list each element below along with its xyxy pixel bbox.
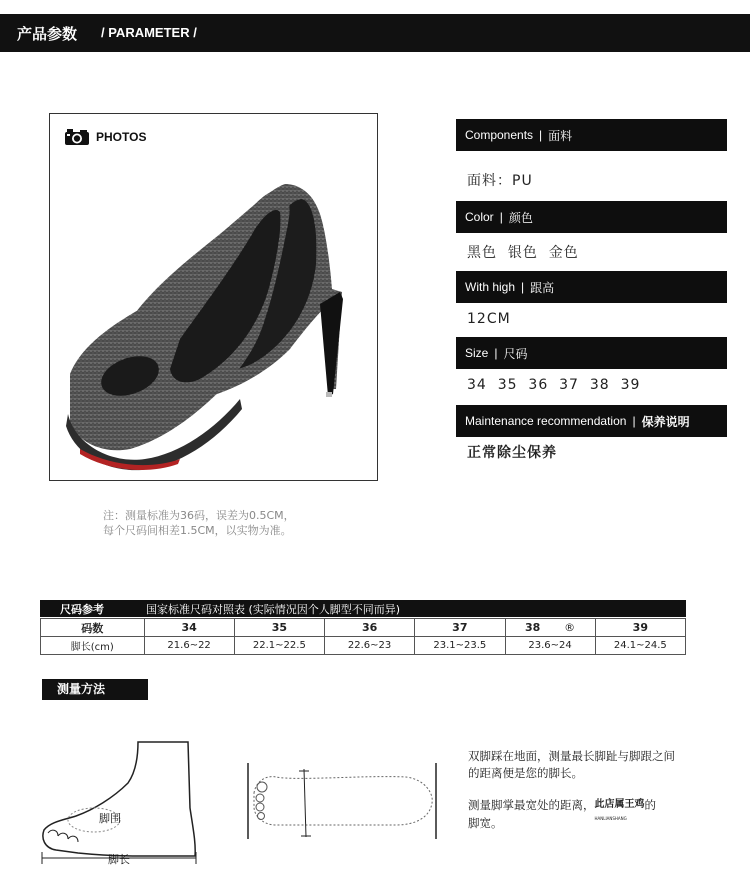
- length-cell: 23.6~24: [505, 637, 595, 655]
- header-title-en: / PARAMETER /: [101, 25, 197, 40]
- size-cell: [505, 619, 595, 637]
- param-maintenance-label-zh: 保养说明: [641, 414, 690, 429]
- measure-method-title: 测量方法: [42, 679, 148, 700]
- size-cell: 36: [325, 619, 415, 637]
- size-cell: 37: [415, 619, 505, 637]
- registered-mark: ®: [564, 621, 576, 634]
- param-color-label-en: Color: [465, 210, 494, 224]
- param-components-value: 面料：PU: [467, 173, 533, 189]
- param-heel-height-bar: With high | 跟高: [456, 271, 727, 303]
- param-heel-label-en: With high: [465, 280, 516, 294]
- param-size-label-zh: 尺码: [503, 346, 528, 361]
- size-cell-value: 38: [525, 621, 541, 634]
- header-title-zh: 产品参数: [17, 25, 78, 43]
- page-header-bar: [0, 14, 750, 52]
- param-components-label-zh: 面料: [548, 128, 573, 143]
- param-maintenance-bar: Maintenance recommendation | 保养说明: [456, 405, 727, 437]
- note-line-1: 注：测量标准为36码，误差为0.5CM，: [103, 509, 295, 522]
- foot-side-diagram: [38, 738, 208, 868]
- measure-width-text-tail: 脚宽。: [468, 816, 503, 830]
- photos-label-text: PHOTOS: [96, 130, 147, 144]
- length-cell: 21.6~22: [144, 637, 234, 655]
- foot-girth-label: 脚围: [99, 812, 121, 825]
- length-cell: 23.1~23.5: [415, 637, 505, 655]
- length-cell: 22.6~23: [325, 637, 415, 655]
- size-table-header: [40, 600, 686, 617]
- length-row-label: 脚长(cm): [41, 637, 145, 655]
- size-cell: 35: [234, 619, 324, 637]
- product-photo-frame: [49, 113, 378, 481]
- param-heel-height-value: 12CM: [467, 311, 511, 327]
- measure-width-instruction: [468, 797, 678, 832]
- param-size-value: 34 35 36 37 38 39: [467, 377, 641, 393]
- param-heel-label-zh: 跟高: [530, 280, 555, 295]
- shop-stamp-text: 此店属王鸡: [594, 799, 645, 810]
- measure-width-text: 测量脚掌最宽处的距离，: [468, 798, 595, 812]
- param-maintenance-label-en: Maintenance recommendation: [465, 414, 627, 428]
- note-line-2: 每个尺码间相差1.5CM，以实物为准。: [103, 524, 292, 537]
- param-size-label-en: Size: [465, 346, 489, 360]
- measurement-note: [103, 508, 295, 538]
- shoe-image: [50, 114, 377, 480]
- size-row: [41, 619, 686, 637]
- param-maintenance-value: 正常除尘保养: [467, 445, 557, 461]
- measure-width-text-end: 的: [644, 798, 656, 812]
- shop-stamp-subtext: HANLIANSHANG: [594, 816, 627, 821]
- size-header-label: 码数: [41, 619, 145, 637]
- size-cell: 34: [144, 619, 234, 637]
- length-row: [41, 637, 686, 655]
- length-cell: 22.1~22.5: [234, 637, 324, 655]
- size-table-title: 尺码参考: [60, 603, 104, 616]
- measure-length-instruction: 双脚踩在地面，测量最长脚趾与脚跟之间的距离便是您的脚长。: [468, 749, 675, 780]
- param-color-value: 黑色 银色 金色: [467, 245, 579, 261]
- param-components-label-en: Components: [465, 128, 534, 142]
- shop-stamp: [594, 799, 645, 821]
- size-table-subtitle: 国家标准尺码对照表 (实际情况因个人脚型不同而异): [146, 603, 401, 616]
- foot-length-label: 脚长: [108, 853, 130, 866]
- length-cell: 24.1~24.5: [595, 637, 685, 655]
- size-table: [40, 618, 686, 655]
- size-cell: 39: [595, 619, 685, 637]
- param-color-label-zh: 颜色: [508, 210, 533, 225]
- foot-top-diagram: [246, 763, 440, 841]
- param-size-bar: Size | 尺码: [456, 337, 727, 369]
- param-components-bar: Components | 面料: [456, 119, 727, 151]
- param-color-bar: Color | 颜色: [456, 201, 727, 233]
